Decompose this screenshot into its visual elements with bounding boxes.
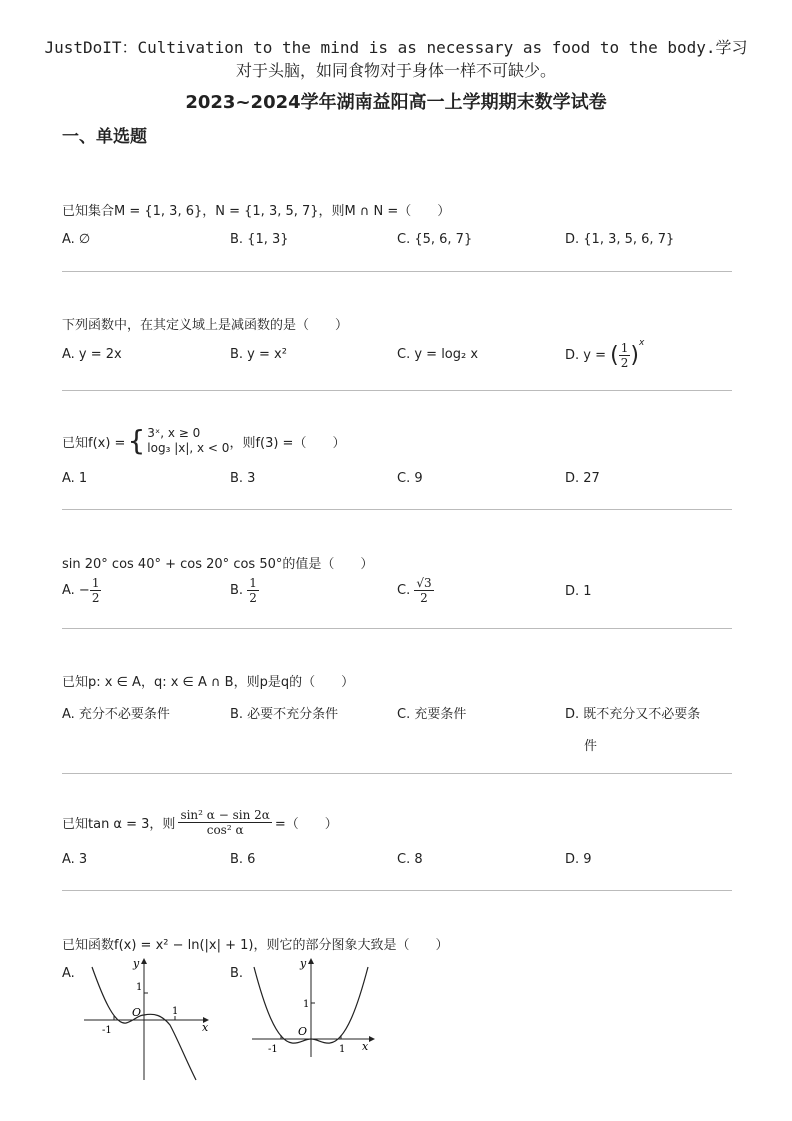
q2-option-d[interactable] xyxy=(565,338,644,370)
motto-text: JustDoIT：Cultivation to the mind is as necessary as food to the body.学习对于头脑，如同食物对于身体一样不可缺少。 xyxy=(44,38,748,80)
q4-option-c-label: C. xyxy=(397,583,411,598)
q5-option-d-wrap: 件 xyxy=(584,739,598,754)
graph-a[interactable] xyxy=(78,955,218,1085)
y-label: y xyxy=(133,957,140,970)
question-6-stem xyxy=(62,808,338,837)
page-title: 2023~2024学年湖南益阳高一上学期期末数学试卷 xyxy=(185,92,607,113)
q1-option-d[interactable]: D. {1, 3, 5, 6, 7} xyxy=(565,232,675,247)
separator xyxy=(62,890,732,891)
q6-option-d[interactable]: D. 9 xyxy=(565,852,592,867)
q3-stem-suffix: ，则f(3) =（ ） xyxy=(229,435,346,451)
y-one-label: 1 xyxy=(303,999,310,1010)
q4-option-b[interactable] xyxy=(230,576,259,605)
q4-option-a-label: A. − xyxy=(62,583,90,598)
question-4-stem: sin 20° cos 40° + cos 20° cos 50°的值是（ ） xyxy=(62,557,374,572)
separator xyxy=(62,509,732,510)
x-one-label: 1 xyxy=(172,1006,179,1017)
origin-label: O xyxy=(298,1025,308,1038)
q6-stem-prefix: 已知tan α = 3，则 xyxy=(62,817,176,832)
q1-option-c[interactable]: C. {5, 6, 7} xyxy=(397,232,473,247)
q6-fraction: $\frac{\text{sin² α − sin 2α}}{\text{cos² α}}$ xyxy=(180,808,270,837)
question-2-stem: 下列函数中，在其定义域上是减函数的是（ ） xyxy=(62,318,349,333)
q6-stem-suffix: =（ ） xyxy=(274,817,338,832)
right-paren: ) xyxy=(630,343,639,368)
question-3-stem xyxy=(62,426,345,456)
q3-option-a[interactable]: A. 1 xyxy=(62,471,88,486)
q5-option-a[interactable]: A. 充分不必要条件 xyxy=(62,707,170,722)
q7-option-a[interactable]: A. xyxy=(62,966,75,981)
q7-option-b[interactable]: B. xyxy=(230,966,244,981)
brace-glyph: { xyxy=(127,424,146,457)
q6-option-b[interactable]: B. 6 xyxy=(230,852,256,867)
q4-option-d[interactable]: D. 1 xyxy=(565,584,592,599)
section-heading: 一、单选题 xyxy=(62,127,147,147)
q2-d-exponent: x xyxy=(638,338,645,348)
q5-option-b[interactable]: B. 必要不充分条件 xyxy=(230,707,339,722)
q3-option-b[interactable]: B. 3 xyxy=(230,471,256,486)
q4-c-fraction: $\frac{√3}{2}$ xyxy=(416,576,432,605)
x-label: x xyxy=(202,1021,209,1034)
y-label: y xyxy=(300,957,307,970)
q5-option-c[interactable]: C. 充要条件 xyxy=(397,707,467,722)
q4-option-b-label: B. xyxy=(230,583,244,598)
q6-option-a[interactable]: A. 3 xyxy=(62,852,88,867)
q2-option-d-label: D. y = xyxy=(565,348,606,363)
separator xyxy=(62,628,732,629)
x-one-label: 1 xyxy=(339,1044,346,1055)
graph-b[interactable] xyxy=(246,955,386,1060)
separator xyxy=(62,773,732,774)
q2-option-c[interactable]: C. y = log₂ x xyxy=(397,347,479,362)
q4-b-fraction: $\frac{1}{2}$ xyxy=(249,576,257,605)
question-5-stem: 已知p: x ∈ A，q: x ∈ A ∩ B，则p是q的（ ） xyxy=(62,675,355,690)
q3-stem-prefix: 已知f(x) = xyxy=(62,435,126,451)
x-label: x xyxy=(362,1040,369,1053)
q3-option-d[interactable]: D. 27 xyxy=(565,471,600,486)
q2-d-fraction: $\frac{1}{2}$ xyxy=(620,341,629,370)
left-paren: ( xyxy=(610,343,619,368)
q1-option-b[interactable]: B. {1, 3} xyxy=(230,232,289,247)
q2-option-b[interactable]: B. y = x² xyxy=(230,347,287,362)
q2-option-a[interactable]: A. y = 2x xyxy=(62,347,122,362)
x-neg-one-label: -1 xyxy=(102,1025,112,1036)
separator xyxy=(62,271,732,272)
question-1-stem: 已知集合M = {1, 3, 6}，N = {1, 3, 5, 7}，则M ∩ N =（ ） xyxy=(62,204,451,219)
q4-option-c[interactable] xyxy=(397,576,434,605)
q4-a-fraction: $\frac{1}{2}$ xyxy=(91,576,100,605)
q6-option-c[interactable]: C. 8 xyxy=(397,852,423,867)
question-7-stem: 已知函数f(x) = x² − ln(|x| + 1)，则它的部分图象大致是（ ） xyxy=(62,938,449,953)
q4-option-a[interactable] xyxy=(62,576,101,605)
separator xyxy=(62,390,732,391)
x-neg-one-label: -1 xyxy=(268,1044,278,1055)
q3-option-c[interactable]: C. 9 xyxy=(397,471,423,486)
q3-cases: 3ˣ, x ≥ 0 log₃ |x|, x < 0 xyxy=(147,426,230,455)
q5-option-d[interactable]: D. 既不充分又不必要条 xyxy=(565,707,701,722)
q1-option-a[interactable]: A. ∅ xyxy=(62,232,91,247)
y-one-label: 1 xyxy=(136,982,143,993)
origin-label: O xyxy=(132,1006,142,1019)
